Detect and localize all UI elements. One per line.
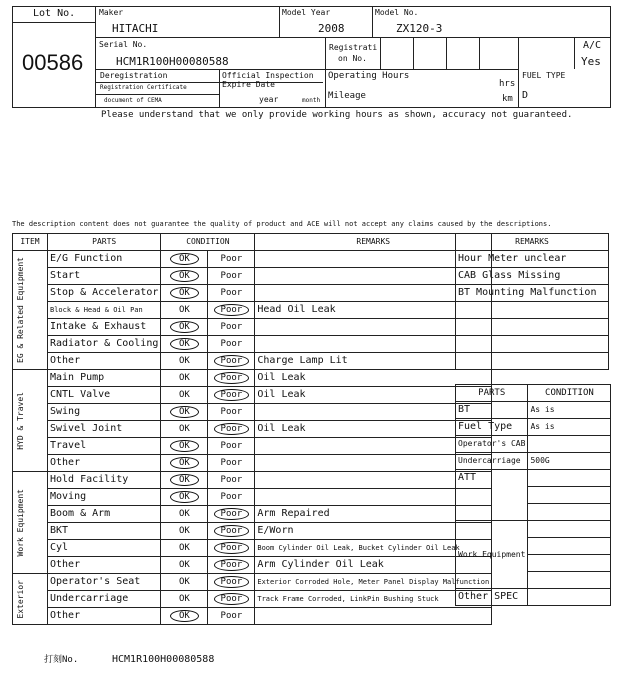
remark-text: Track Frame Corroded, LinkPin Bushing Stuck xyxy=(255,591,492,608)
condition-ok: OK xyxy=(178,424,190,434)
condition-ok-cell xyxy=(161,540,208,557)
condition-ok: OK xyxy=(170,321,199,333)
side-blank-cell xyxy=(528,589,611,606)
condition-poor: Poor xyxy=(214,423,250,435)
col-remarks-header: REMARKS xyxy=(255,234,492,251)
month-label: month xyxy=(302,97,321,104)
side-part-condition: As is xyxy=(528,402,611,419)
col-condition-header: CONDITION xyxy=(161,234,255,251)
stamp-number-label: 打刻No. xyxy=(44,655,79,665)
part-name: Undercarriage xyxy=(48,591,161,608)
condition-poor-cell xyxy=(208,472,255,489)
condition-poor-cell xyxy=(208,574,255,591)
condition-poor-cell xyxy=(208,285,255,302)
other-spec-label: Other SPEC xyxy=(456,589,528,606)
condition-ok-cell xyxy=(161,557,208,574)
table-row xyxy=(13,489,492,506)
part-name: E/G Function xyxy=(48,251,161,268)
item-group-label: EG & Related Equipment xyxy=(16,257,25,363)
condition-poor-cell xyxy=(208,404,255,421)
registration-label-2: on No. xyxy=(338,54,367,63)
condition-ok-cell xyxy=(161,489,208,506)
part-name: CNTL Valve xyxy=(48,387,161,404)
table-row xyxy=(456,419,611,436)
hours-accuracy-note: Please understand that we only provide working hours as shown, accuracy not guaranteed. xyxy=(101,110,573,120)
condition-ok-cell xyxy=(161,438,208,455)
side-blank-cell xyxy=(528,572,611,589)
remark-text xyxy=(255,608,492,625)
part-name: Radiator & Cooling xyxy=(48,336,161,353)
part-name: Other xyxy=(48,455,161,472)
registration-label: Registrati xyxy=(329,43,378,52)
side-part-condition xyxy=(528,436,611,453)
condition-ok-cell xyxy=(161,319,208,336)
side-parts-col-header: PARTS xyxy=(456,385,528,402)
remark-text: Oil Leak xyxy=(255,421,492,438)
remark-text: Exterior Corroded Hole, Meter Panel Display Malfunction xyxy=(255,574,492,591)
side-remark-text xyxy=(456,353,609,370)
condition-poor-cell xyxy=(208,489,255,506)
side-blank-cell xyxy=(528,521,611,538)
mileage-label: Mileage xyxy=(328,91,366,101)
condition-poor: Poor xyxy=(220,288,243,298)
condition-ok: OK xyxy=(178,577,190,587)
side-remark-text: CAB Glass Missing xyxy=(456,268,609,285)
part-name: Operator's Seat xyxy=(48,574,161,591)
model-year-label: Model Year xyxy=(282,8,331,17)
condition-poor-cell xyxy=(208,455,255,472)
condition-poor: Poor xyxy=(214,508,250,520)
condition-poor: Poor xyxy=(214,559,250,571)
condition-poor: Poor xyxy=(220,339,243,349)
side-remarks-header-row xyxy=(456,234,609,251)
table-row xyxy=(13,608,492,625)
table-row xyxy=(456,453,611,470)
condition-poor: Poor xyxy=(220,407,243,417)
part-name: BKT xyxy=(48,523,161,540)
condition-ok: OK xyxy=(178,305,190,315)
side-remarks-header: REMARKS xyxy=(456,234,609,251)
deregistration-label: Deregistration xyxy=(100,71,168,80)
condition-poor-cell xyxy=(208,523,255,540)
condition-poor: Poor xyxy=(214,372,250,384)
list-item xyxy=(456,285,609,302)
condition-ok: OK xyxy=(170,287,199,299)
table-row xyxy=(13,591,492,608)
lot-number: 00586 xyxy=(22,50,84,75)
remark-text: Head Oil Leak xyxy=(255,302,492,319)
list-item xyxy=(456,268,609,285)
condition-ok: OK xyxy=(170,610,199,622)
side-blank-cell xyxy=(528,487,611,504)
table-row xyxy=(13,438,492,455)
col-item-header: ITEM xyxy=(13,234,48,251)
part-name: Swing xyxy=(48,404,161,421)
official-inspection-label: Official Inspection xyxy=(222,71,314,80)
table-row xyxy=(13,472,492,489)
maker-label: Maker xyxy=(99,8,124,17)
side-part-name: Undercarriage xyxy=(456,453,528,470)
part-name: Stop & Accelerator xyxy=(48,285,161,302)
item-group-label: Work Equipment xyxy=(16,488,25,557)
remark-text: Charge Lamp Lit xyxy=(255,353,492,370)
item-group-cell xyxy=(13,370,48,472)
condition-poor-cell xyxy=(208,302,255,319)
side-part-name: BT xyxy=(456,402,528,419)
side-remarks-table xyxy=(455,233,609,370)
condition-ok-cell xyxy=(161,574,208,591)
att-label: ATT xyxy=(456,470,528,521)
part-name: Other xyxy=(48,353,161,370)
condition-ok-cell xyxy=(161,370,208,387)
stamp-number-value: HCM1R100H00080588 xyxy=(112,654,215,665)
table-row xyxy=(13,251,492,268)
condition-poor-cell xyxy=(208,438,255,455)
remark-text: Boom Cylinder Oil Leak, Bucket Cylinder Oil Leak xyxy=(255,540,492,557)
condition-ok: OK xyxy=(178,543,190,553)
km-label: km xyxy=(502,94,513,104)
condition-poor-cell xyxy=(208,557,255,574)
condition-ok-cell xyxy=(161,523,208,540)
table-row xyxy=(13,455,492,472)
condition-poor-cell xyxy=(208,370,255,387)
condition-ok-cell xyxy=(161,404,208,421)
side-remark-text: Hour Meter unclear xyxy=(456,251,609,268)
condition-poor: Poor xyxy=(220,458,243,468)
side-remark-text xyxy=(456,302,609,319)
condition-poor-cell xyxy=(208,336,255,353)
table-row xyxy=(456,402,611,419)
table-row xyxy=(13,302,492,319)
condition-ok-cell xyxy=(161,591,208,608)
condition-ok: OK xyxy=(178,594,190,604)
part-name: Other xyxy=(48,557,161,574)
condition-ok-cell xyxy=(161,302,208,319)
table-row xyxy=(13,285,492,302)
side-blank-cell xyxy=(528,504,611,521)
condition-ok-cell xyxy=(161,353,208,370)
table-row xyxy=(13,336,492,353)
condition-poor-cell xyxy=(208,319,255,336)
table-row xyxy=(13,319,492,336)
work-equipment-label: Work Equipment xyxy=(456,521,528,589)
model-no-value: ZX120-3 xyxy=(396,22,443,35)
side-part-condition: As is xyxy=(528,419,611,436)
list-item xyxy=(456,319,609,336)
table-row xyxy=(13,353,492,370)
side-part-name: Fuel Type xyxy=(456,419,528,436)
table-row xyxy=(13,540,492,557)
condition-ok-cell xyxy=(161,268,208,285)
item-group-cell xyxy=(13,574,48,625)
list-item xyxy=(456,302,609,319)
inspection-table xyxy=(12,233,492,625)
condition-poor: Poor xyxy=(214,525,250,537)
condition-poor-cell xyxy=(208,387,255,404)
hrs-label: hrs xyxy=(499,79,516,89)
table-row xyxy=(13,574,492,591)
condition-poor-cell xyxy=(208,353,255,370)
condition-ok-cell xyxy=(161,455,208,472)
fuel-type-label: FUEL TYPE xyxy=(522,71,566,80)
table-row xyxy=(13,387,492,404)
condition-ok: OK xyxy=(178,373,190,383)
condition-ok: OK xyxy=(170,474,199,486)
part-name: Moving xyxy=(48,489,161,506)
condition-poor-cell xyxy=(208,608,255,625)
condition-ok-cell xyxy=(161,336,208,353)
condition-poor: Poor xyxy=(220,492,243,502)
condition-ok-cell xyxy=(161,421,208,438)
list-item xyxy=(456,251,609,268)
table-row xyxy=(13,370,492,387)
maker-value: HITACHI xyxy=(112,22,159,35)
disclaimer: The description content does not guarantee the quality of product and ACE will not accept any claims caused by the descriptions. xyxy=(12,220,552,228)
table-row xyxy=(13,421,492,438)
side-condition-col-header: CONDITION xyxy=(528,385,611,402)
model-year-value: 2008 xyxy=(318,22,345,35)
table-row xyxy=(456,521,611,538)
condition-ok: OK xyxy=(170,440,199,452)
condition-poor: Poor xyxy=(214,542,250,554)
condition-poor-cell xyxy=(208,591,255,608)
table-row xyxy=(13,557,492,574)
col-parts-header: PARTS xyxy=(48,234,161,251)
condition-ok: OK xyxy=(178,509,190,519)
condition-ok-cell xyxy=(161,608,208,625)
table-row xyxy=(13,268,492,285)
item-group-cell xyxy=(13,251,48,370)
part-name: Cyl xyxy=(48,540,161,557)
condition-ok-cell xyxy=(161,285,208,302)
inspection-header-row xyxy=(13,234,492,251)
side-parts-table xyxy=(455,384,611,606)
condition-poor: Poor xyxy=(220,611,243,621)
part-name: Travel xyxy=(48,438,161,455)
condition-poor: Poor xyxy=(220,271,243,281)
lot-label: Lot No. xyxy=(33,8,76,19)
item-group-cell xyxy=(13,472,48,574)
condition-poor: Poor xyxy=(214,389,250,401)
expire-date-label: Expire Date xyxy=(222,80,275,89)
condition-poor: Poor xyxy=(214,576,250,588)
side-blank-cell xyxy=(528,538,611,555)
condition-poor: Poor xyxy=(214,593,250,605)
part-name: Block & Head & Oil Pan xyxy=(48,302,161,319)
ac-value: Yes xyxy=(581,55,601,68)
part-name: Hold Facility xyxy=(48,472,161,489)
remark-text: Oil Leak xyxy=(255,370,492,387)
remark-text: E/Worn xyxy=(255,523,492,540)
side-remark-text xyxy=(456,336,609,353)
condition-ok: OK xyxy=(178,526,190,536)
condition-ok-cell xyxy=(161,251,208,268)
part-name: Intake & Exhaust xyxy=(48,319,161,336)
condition-poor-cell xyxy=(208,251,255,268)
condition-poor: Poor xyxy=(220,475,243,485)
side-remark-text: BT Mounting Malfunction xyxy=(456,285,609,302)
side-part-condition: 500G xyxy=(528,453,611,470)
part-name: Other xyxy=(48,608,161,625)
side-remark-text xyxy=(456,319,609,336)
condition-ok: OK xyxy=(178,356,190,366)
condition-ok: OK xyxy=(170,406,199,418)
condition-ok: OK xyxy=(178,560,190,570)
condition-ok: OK xyxy=(170,253,199,265)
serial-value: HCM1R100H00080588 xyxy=(116,55,229,68)
part-name: Main Pump xyxy=(48,370,161,387)
condition-ok: OK xyxy=(170,270,199,282)
item-group-label: HYD & Travel xyxy=(16,391,25,450)
part-name: Start xyxy=(48,268,161,285)
list-item xyxy=(456,336,609,353)
condition-poor-cell xyxy=(208,506,255,523)
condition-poor: Poor xyxy=(214,355,250,367)
fuel-type-value: D xyxy=(522,90,529,101)
table-row xyxy=(456,436,611,453)
condition-poor-cell xyxy=(208,421,255,438)
table-row xyxy=(456,589,611,606)
condition-ok-cell xyxy=(161,387,208,404)
condition-poor: Poor xyxy=(214,304,250,316)
condition-ok: OK xyxy=(170,457,199,469)
condition-ok-cell xyxy=(161,472,208,489)
condition-poor-cell xyxy=(208,540,255,557)
condition-poor-cell xyxy=(208,268,255,285)
condition-ok: OK xyxy=(178,390,190,400)
serial-label: Serial No. xyxy=(99,40,148,49)
side-parts-header-row xyxy=(456,385,611,402)
condition-poor: Poor xyxy=(220,254,243,264)
model-no-label: Model No. xyxy=(375,8,419,17)
condition-ok: OK xyxy=(170,491,199,503)
side-part-name: Operator's CAB xyxy=(456,436,528,453)
side-blank-cell xyxy=(528,470,611,487)
table-row xyxy=(13,506,492,523)
side-blank-cell xyxy=(528,555,611,572)
table-row xyxy=(456,470,611,487)
table-row xyxy=(13,523,492,540)
list-item xyxy=(456,353,609,370)
remark-text: Arm Cylinder Oil Leak xyxy=(255,557,492,574)
part-name: Swivel Joint xyxy=(48,421,161,438)
registration-certificate-label: Registration Certificate xyxy=(100,84,187,91)
remark-text: Oil Leak xyxy=(255,387,492,404)
condition-ok-cell xyxy=(161,506,208,523)
ac-label: A/C xyxy=(583,40,602,51)
condition-poor: Poor xyxy=(220,322,243,332)
cema-document-label: document of CEMA xyxy=(104,97,162,104)
year-label: year xyxy=(259,95,279,104)
table-row xyxy=(13,404,492,421)
condition-ok: OK xyxy=(170,338,199,350)
item-group-label: Exterior xyxy=(16,579,25,619)
part-name: Boom & Arm xyxy=(48,506,161,523)
condition-poor: Poor xyxy=(220,441,243,451)
operating-hours-label: Operating Hours xyxy=(328,71,410,81)
remark-text: Arm Repaired xyxy=(255,506,492,523)
